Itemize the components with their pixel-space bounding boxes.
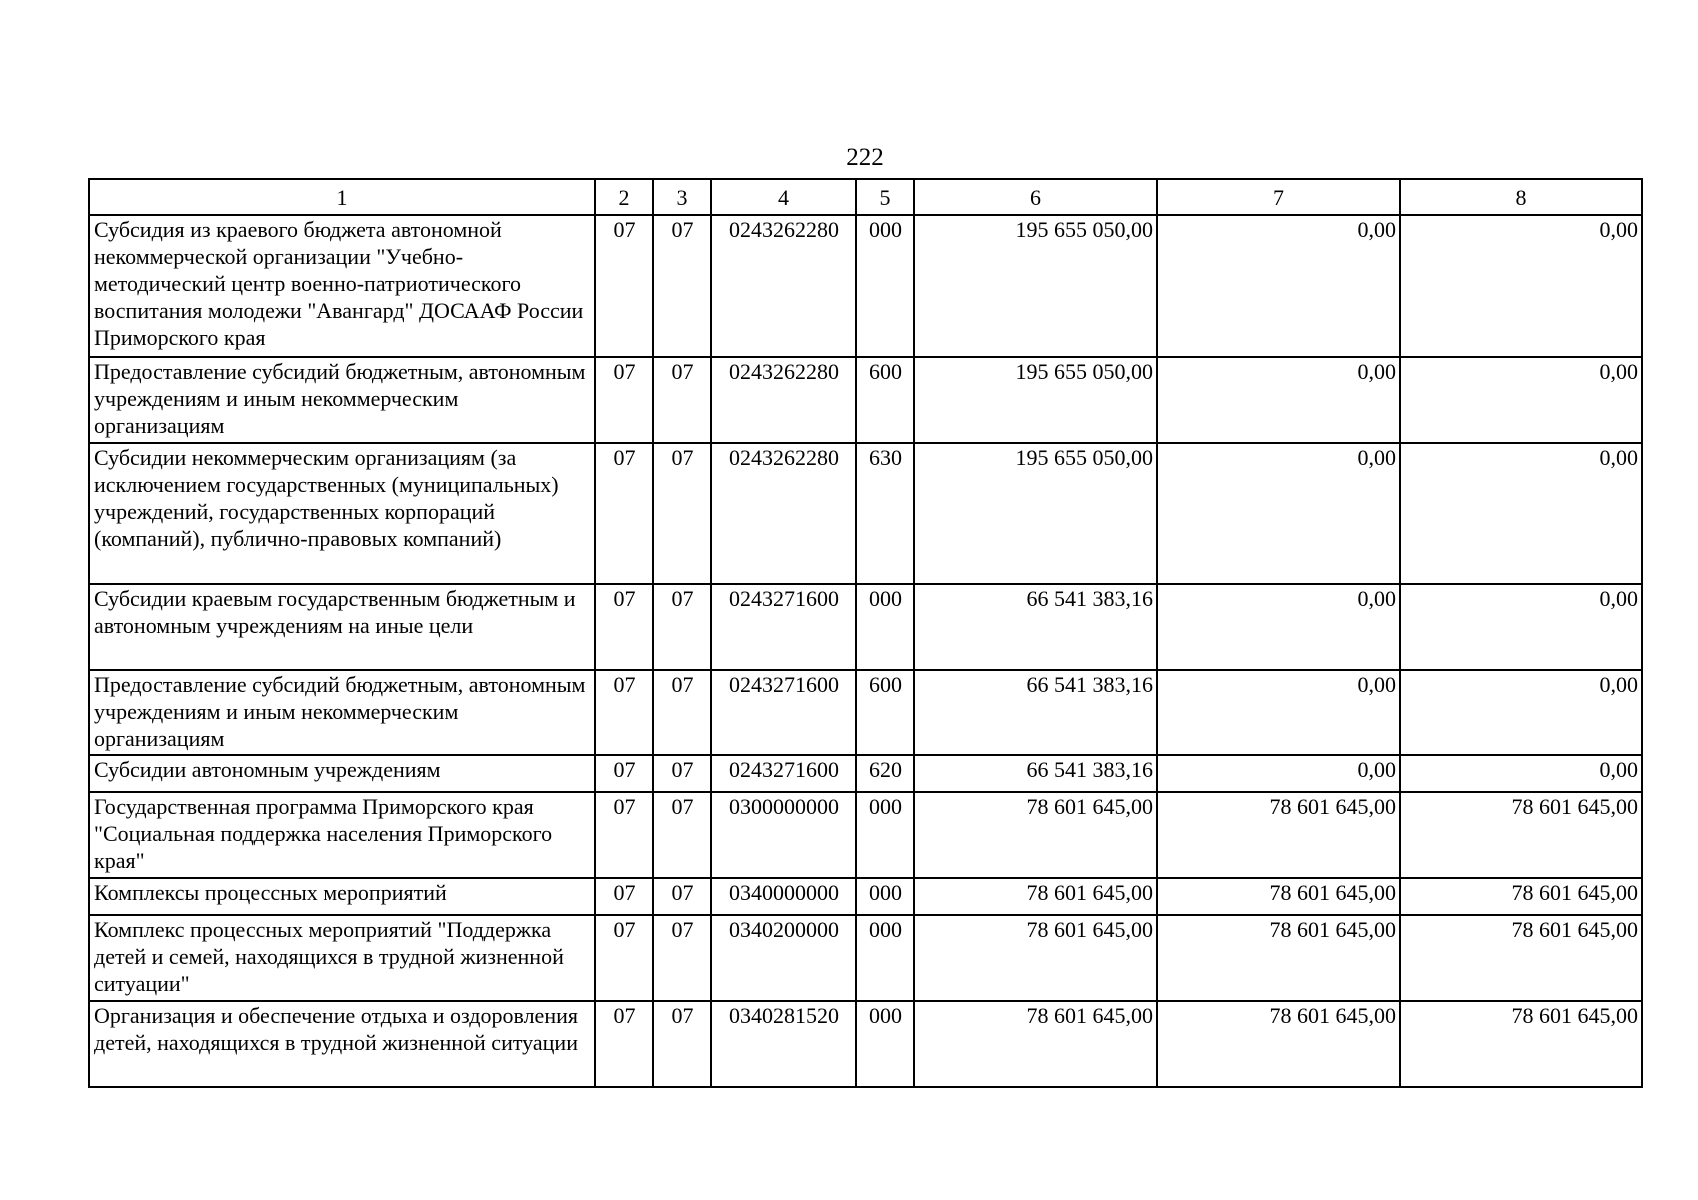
target-article-code: 0243262280 <box>711 357 856 443</box>
expense-type-code: 000 <box>856 792 914 878</box>
subsection-code: 07 <box>653 443 711 584</box>
section-code: 07 <box>595 755 653 792</box>
budget-table <box>88 178 1643 1088</box>
section-code: 07 <box>595 878 653 915</box>
amount-col6: 78 601 645,00 <box>914 915 1157 1001</box>
header-cell: 6 <box>914 179 1157 215</box>
target-article-code: 0243262280 <box>711 215 856 357</box>
subsection-code: 07 <box>653 792 711 878</box>
amount-col8: 78 601 645,00 <box>1400 1001 1642 1087</box>
table-row <box>89 755 1642 792</box>
expense-type-code: 000 <box>856 915 914 1001</box>
header-cell: 4 <box>711 179 856 215</box>
section-code: 07 <box>595 443 653 584</box>
expense-type-code: 620 <box>856 755 914 792</box>
expense-type-code: 000 <box>856 584 914 670</box>
amount-col7: 78 601 645,00 <box>1157 1001 1400 1087</box>
header-row <box>89 179 1642 215</box>
expense-type-code: 000 <box>856 878 914 915</box>
target-article-code: 0243271600 <box>711 584 856 670</box>
section-code: 07 <box>595 792 653 878</box>
amount-col8: 0,00 <box>1400 755 1642 792</box>
expense-type-code: 000 <box>856 1001 914 1087</box>
item-name: Комплексы процессных мероприятий <box>89 878 595 915</box>
amount-col7: 0,00 <box>1157 584 1400 670</box>
amount-col8: 0,00 <box>1400 443 1642 584</box>
subsection-code: 07 <box>653 1001 711 1087</box>
expense-type-code: 630 <box>856 443 914 584</box>
expense-type-code: 000 <box>856 215 914 357</box>
amount-col8: 0,00 <box>1400 584 1642 670</box>
amount-col6: 195 655 050,00 <box>914 357 1157 443</box>
table-row <box>89 792 1642 878</box>
amount-col6: 78 601 645,00 <box>914 878 1157 915</box>
target-article-code: 0340281520 <box>711 1001 856 1087</box>
amount-col6: 78 601 645,00 <box>914 1001 1157 1087</box>
table-row <box>89 915 1642 1001</box>
expense-type-code: 600 <box>856 357 914 443</box>
section-code: 07 <box>595 915 653 1001</box>
subsection-code: 07 <box>653 215 711 357</box>
subsection-code: 07 <box>653 670 711 755</box>
item-name: Субсидии краевым государственным бюджетным и автономным учреждениям на иные цели <box>89 584 595 670</box>
target-article-code: 0243271600 <box>711 670 856 755</box>
amount-col6: 66 541 383,16 <box>914 670 1157 755</box>
section-code: 07 <box>595 670 653 755</box>
header-cell: 1 <box>89 179 595 215</box>
item-name: Субсидия из краевого бюджета автономной некоммерческой организации "Учебно-методический центр военно-патриотического воспитания молодежи "Авангард" ДОСААФ России Приморского края <box>89 215 595 357</box>
expense-type-code: 600 <box>856 670 914 755</box>
subsection-code: 07 <box>653 915 711 1001</box>
target-article-code: 0243262280 <box>711 443 856 584</box>
amount-col7: 0,00 <box>1157 670 1400 755</box>
amount-col6: 66 541 383,16 <box>914 755 1157 792</box>
section-code: 07 <box>595 1001 653 1087</box>
table-row <box>89 670 1642 755</box>
amount-col8: 0,00 <box>1400 215 1642 357</box>
subsection-code: 07 <box>653 878 711 915</box>
amount-col7: 0,00 <box>1157 357 1400 443</box>
item-name: Государственная программа Приморского края "Социальная поддержка населения Приморского края" <box>89 792 595 878</box>
header-cell: 5 <box>856 179 914 215</box>
table-row <box>89 357 1642 443</box>
header-cell: 2 <box>595 179 653 215</box>
item-name: Предоставление субсидий бюджетным, автономным учреждениям и иным некоммерческим организациям <box>89 670 595 755</box>
section-code: 07 <box>595 584 653 670</box>
amount-col7: 0,00 <box>1157 215 1400 357</box>
page-number: 222 <box>846 144 884 171</box>
table-row <box>89 878 1642 915</box>
amount-col6: 78 601 645,00 <box>914 792 1157 878</box>
section-code: 07 <box>595 357 653 443</box>
amount-col8: 0,00 <box>1400 357 1642 443</box>
amount-col7: 0,00 <box>1157 443 1400 584</box>
subsection-code: 07 <box>653 755 711 792</box>
amount-col7: 78 601 645,00 <box>1157 792 1400 878</box>
item-name: Предоставление субсидий бюджетным, автономным учреждениям и иным некоммерческим организациям <box>89 357 595 443</box>
table-row <box>89 215 1642 357</box>
header-cell: 3 <box>653 179 711 215</box>
item-name: Субсидии автономным учреждениям <box>89 755 595 792</box>
table-row <box>89 584 1642 670</box>
section-code: 07 <box>595 215 653 357</box>
target-article-code: 0340000000 <box>711 878 856 915</box>
amount-col7: 0,00 <box>1157 755 1400 792</box>
subsection-code: 07 <box>653 357 711 443</box>
target-article-code: 0243271600 <box>711 755 856 792</box>
header-cell: 8 <box>1400 179 1642 215</box>
item-name: Комплекс процессных мероприятий "Поддержка детей и семей, находящихся в трудной жизненной ситуации" <box>89 915 595 1001</box>
amount-col8: 78 601 645,00 <box>1400 878 1642 915</box>
amount-col7: 78 601 645,00 <box>1157 878 1400 915</box>
amount-col8: 78 601 645,00 <box>1400 915 1642 1001</box>
amount-col8: 0,00 <box>1400 670 1642 755</box>
amount-col6: 66 541 383,16 <box>914 584 1157 670</box>
target-article-code: 0300000000 <box>711 792 856 878</box>
amount-col7: 78 601 645,00 <box>1157 915 1400 1001</box>
item-name: Организация и обеспечение отдыха и оздоровления детей, находящихся в трудной жизненной ситуации <box>89 1001 595 1087</box>
header-cell: 7 <box>1157 179 1400 215</box>
amount-col6: 195 655 050,00 <box>914 215 1157 357</box>
subsection-code: 07 <box>653 584 711 670</box>
amount-col6: 195 655 050,00 <box>914 443 1157 584</box>
table-row <box>89 443 1642 584</box>
table-row <box>89 1001 1642 1087</box>
target-article-code: 0340200000 <box>711 915 856 1001</box>
item-name: Субсидии некоммерческим организациям (за исключением государственных (муниципальных) учреждений, государственных корпораций (компаний), публично-правовых компаний) <box>89 443 595 584</box>
amount-col8: 78 601 645,00 <box>1400 792 1642 878</box>
